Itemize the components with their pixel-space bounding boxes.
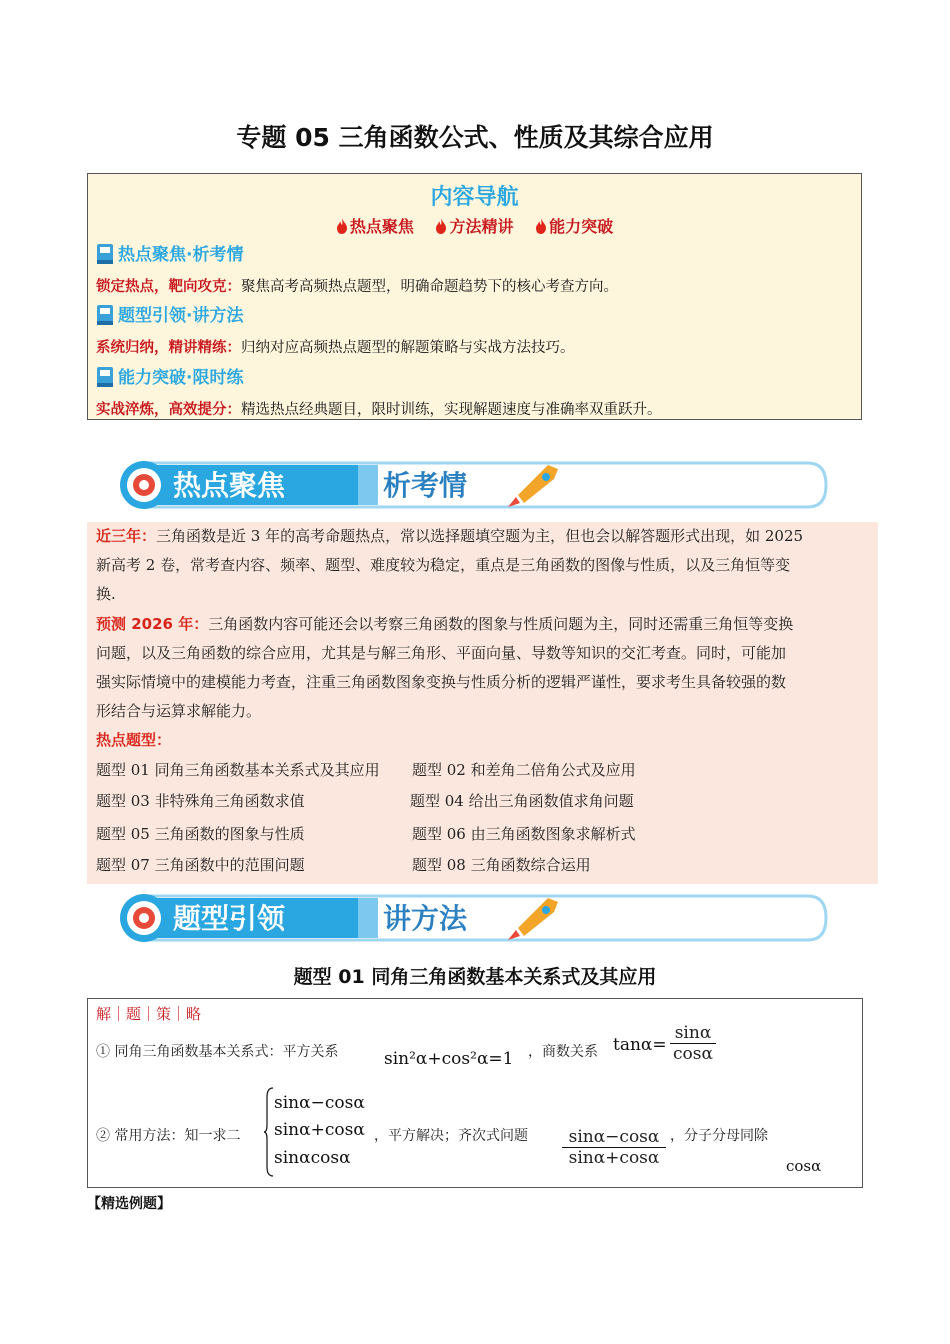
page-title: 专题 05 三角函数公式、性质及其综合应用	[236, 123, 714, 152]
nav-section-head: 题型引领·讲方法	[96, 301, 243, 326]
fraction-denominator: sinα+cosα	[562, 1147, 666, 1168]
fire-icon	[336, 218, 348, 234]
brace-item: sinα−cosα	[274, 1093, 365, 1113]
type-item: 题型 03 非特殊角三角函数求值	[96, 792, 305, 810]
text-line: 问题，以及三角函数的综合应用，尤其是与解三角形、平面向量、导数等知识的交汇考查。同时，可能加	[96, 644, 787, 662]
strategy-label: 解｜题｜策｜略	[96, 1005, 202, 1023]
section-title: 题型 01 同角三角函数基本关系式及其应用	[293, 966, 657, 988]
type-item: 题型 06 由三角函数图象求解析式	[412, 825, 636, 843]
book-icon	[96, 243, 114, 265]
strategy-line-2-mid: ，平方解决；齐次式问题	[374, 1128, 528, 1144]
type-item: 题型 05 三角函数的图象与性质	[96, 825, 305, 843]
nav-tag: 方法精讲	[435, 217, 513, 236]
content-navigation-box	[87, 173, 862, 420]
nav-title: 内容导航	[430, 185, 519, 210]
type-item: 题型 01 同角三角函数基本关系式及其应用	[96, 761, 380, 779]
type-item: 题型 08 三角函数综合运用	[412, 856, 591, 874]
fire-icon	[535, 218, 547, 234]
divisor: cosα	[786, 1157, 822, 1175]
strategy-line-1-mid: ，商数关系	[528, 1044, 598, 1060]
book-icon	[96, 304, 114, 326]
strategy-line-2-suffix: ，分子分母同除	[670, 1128, 768, 1144]
fraction-denominator: cosα	[670, 1043, 716, 1064]
nav-tags	[88, 214, 861, 237]
homogeneous-fraction	[562, 1127, 666, 1168]
strategy-line-1-prefix: ① 同角三角函数基本关系式：平方关系	[96, 1044, 339, 1060]
type-item: 题型 07 三角函数中的范围问题	[96, 856, 305, 874]
fraction-numerator: sinα	[674, 1023, 712, 1043]
brace-item: sinαcosα	[274, 1148, 351, 1168]
recent-years-line: 近三年：三角函数是近 3 年的高考命题热点，常以选择题填空题为主，但也会以解答题形式出现，如 2025	[96, 527, 804, 545]
text-line: 强实际情境中的建模能力考查，注重三角函数图象变换与性质分析的逻辑严谨性，要求考生具备较强的数	[96, 673, 787, 691]
type-item: 题型 04 给出三角函数值求角问题	[410, 792, 634, 810]
hotspot-banner	[118, 455, 830, 517]
nav-section-head: 能力突破·限时练	[96, 363, 243, 388]
exam-analysis-box	[87, 522, 878, 884]
hot-types-label: 热点题型：	[96, 731, 172, 749]
nav-tag: 能力突破	[535, 217, 613, 236]
text-line: 形结合与运算求解能力。	[96, 702, 262, 720]
text-line: 新高考 2 卷，常考查内容、频率、题型、难度较为稳定，重点是三角函数的图像与性质，以及三角恒等变	[96, 556, 791, 574]
tan-fraction	[670, 1023, 716, 1064]
fire-icon	[435, 218, 447, 234]
type-item: 题型 02 和差角二倍角公式及应用	[412, 761, 636, 779]
nav-tag: 热点聚焦	[336, 217, 414, 236]
banner-left-text: 热点聚焦	[173, 469, 286, 502]
fraction-numerator: sinα−cosα	[568, 1127, 660, 1147]
brace-item: sinα+cosα	[274, 1120, 365, 1140]
text-line: 换.	[96, 585, 116, 603]
left-brace	[264, 1087, 274, 1177]
nav-section-line: 实战淬炼，高效提分：精选热点经典题目，限时训练，实现解题速度与准确率双重跃升。	[96, 402, 662, 418]
banner-right-text: 析考情	[383, 469, 468, 502]
method-banner	[118, 888, 830, 950]
nav-section-head: 热点聚焦·析考情	[96, 240, 243, 265]
nav-section-line: 锁定热点，靶向攻克：聚焦高考高频热点题型，明确命题趋势下的核心考查方向。	[96, 279, 618, 295]
tan-lhs: tanα=	[613, 1035, 667, 1055]
selected-examples-heading: 【精选例题】	[87, 1196, 171, 1212]
banner-left-text: 题型引领	[173, 902, 286, 935]
banner-right-text: 讲方法	[383, 902, 468, 935]
book-icon	[96, 366, 114, 388]
nav-section-line: 系统归纳，精讲精练：归纳对应高频热点题型的解题策略与实战方法技巧。	[96, 340, 575, 356]
prediction-line: 预测 2026 年：三角函数内容可能还会以考察三角函数的图象与性质问题为主，同时还需重三角恒等变换	[96, 615, 794, 633]
strategy-line-2-prefix: ② 常用方法：知一求二	[96, 1128, 241, 1144]
strategy-box	[87, 998, 863, 1188]
pythagorean-identity: sin²α+cos²α=1	[384, 1049, 514, 1069]
